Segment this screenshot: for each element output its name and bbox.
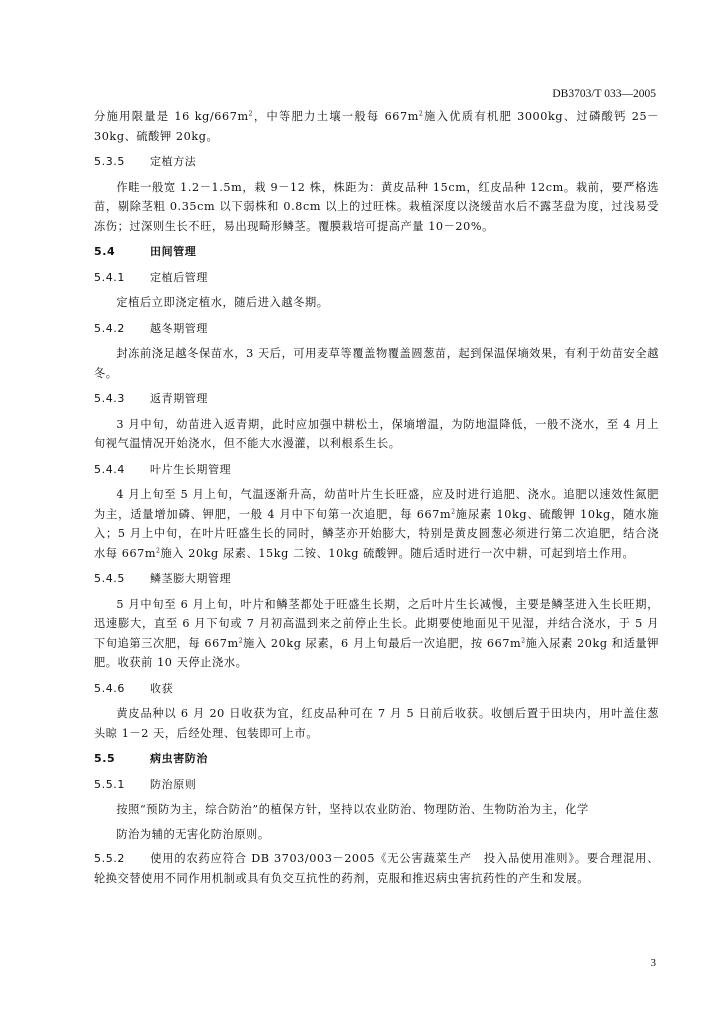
paragraph: 封冻前浇足越冬保苗水，3 天后，可用麦草等覆盖物覆盖圆葱苗，起到保温保墒效果，有利于幼苗安全越冬。 (94, 347, 659, 380)
paragraph: 按照“预防为主，综合防治”的植保方针，坚持以农业防治、物理防治、生物防治为主，化学 (116, 803, 589, 816)
paragraph: 3 月中旬，幼苗进入返青期，此时应加强中耕松土，保墒增温，为防地温降低，一般不浇水，至 4 月上旬视气温情况开始浇水，但不能大水漫灌，以利根系生长。 (94, 417, 659, 450)
section-heading: 5.4.5 鳞茎膨大期管理 (94, 572, 232, 585)
section-heading: 5.5 病虫害防治 (94, 752, 208, 765)
section-heading: 5.5.1 防治原则 (94, 777, 197, 791)
page-number: 3 (650, 957, 656, 969)
paragraph: 5.5.2 使用的农药应符合 DB 3703/003－2005《无公害蔬菜生产 投入品使用准则》。要合理混用、轮换交替使用不同作用机制或具有负交互抗性的药剂，克服和推迟病虫害抗药性的产生和发展。 (94, 852, 659, 885)
standard-code: DB3703/T 033—2005 (552, 88, 656, 100)
paragraph: 防治为辅的无害化防治原则。 (116, 827, 270, 841)
paragraph: 4 月上旬至 5 月上旬，气温逐渐升高，幼苗叶片生长旺盛，应及时进行追肥、浇水。追肥以速效性氮肥为主，适量增加磷、钾肥，一般 4 月中下旬第一次追肥，每 $667m^2$施尿素 10kg、硫酸钾 10kg，随水施入；5 月上中旬，在叶片旺盛生长的同时，鳞茎亦开始膨大，特别是黄皮圆葱必须进行第二次追肥，结合浇水每 $667m^2$施入 20kg 尿素、15kg 二铵、10kg 硫酸钾。随后适时进行一次中耕，可起到培土作用。 (94, 488, 659, 560)
paragraph: 黄皮品种以 6 月 20 日收获为宜，红皮品种可在 7 月 5 日前后收获。收刨后置于田块内，用叶盖住葱头晾 1－2 天，后经处理、包装即可上市。 (94, 707, 659, 740)
section-heading: 5.4.2 越冬期管理 (94, 321, 208, 335)
section-heading: 5.4 田间管理 (94, 245, 197, 258)
section-heading: 5.4.3 返青期管理 (94, 392, 208, 405)
paragraph: 定植后立即浇定植水，随后进入越冬期。 (116, 296, 329, 309)
paragraph: 作畦一般宽 1.2－1.5m，栽 9－12 株，株距为：黄皮品种 15cm，红皮品种 12cm。栽前，要严格选苗，剔除茎粗 0.35cm 以下弱株和 0.8cm 以上的过旺株。栽植深度以浇缓苗水后不露茎盘为度，过浅易受冻伤；过深则生长不旺，易出现畸形鳞茎。覆膜栽培可提高产量 10－20%。 (94, 180, 659, 233)
section-heading: 5.4.4 叶片生长期管理 (94, 462, 232, 476)
section-heading: 5.4.6 收获 (94, 681, 174, 695)
document-body (94, 107, 659, 888)
section-heading: 5.4.1 定植后管理 (94, 270, 208, 284)
paragraph: 5 月中旬至 6 月上旬，叶片和鳞茎都处于旺盛生长期，之后叶片生长减慢，主要是鳞茎进入生长旺期，迅速膨大，直至 6 月下旬或 7 月初高温到来之前停止生长。此期要使地面见干见湿，并结合浇水，于 5 月下旬追第三次肥，每 $667m^2$施入 20kg 尿素，6 月上旬最后一次追肥，按 $667m^2$施入尿素 20kg 和适量钾肥。收获前 10 天停止浇水。 (94, 597, 659, 669)
section-heading: 5.3.5 定植方法 (94, 155, 197, 168)
paragraph: 分施用限量是 16 $kg/667m^2$，中等肥力土壤一般每 $667m^2$施入优质有机肥 3000kg、过磷酸钙 25－30kg、硫酸钾 20kg。 (94, 110, 659, 143)
